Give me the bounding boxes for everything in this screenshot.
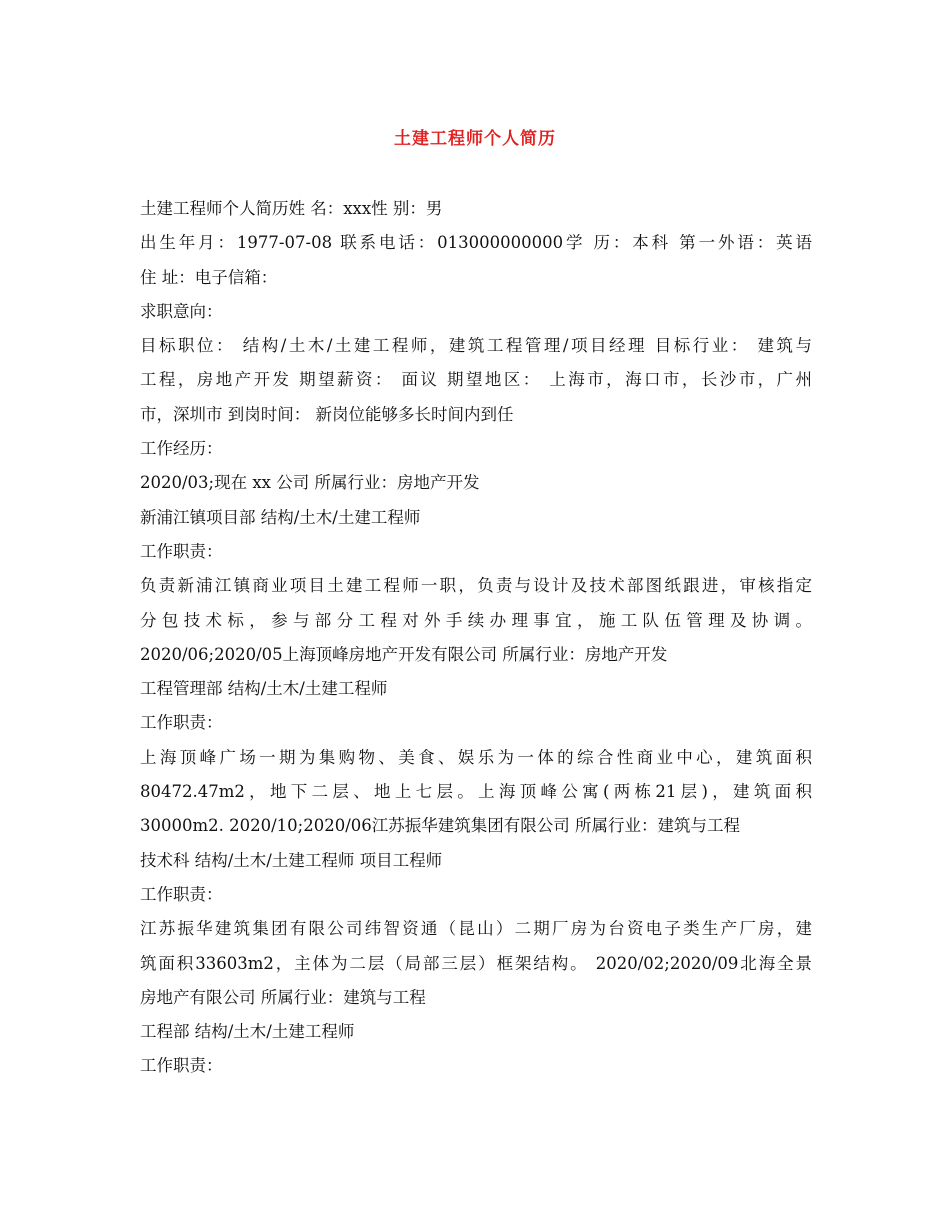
job-4-duties-heading: 工作职责： bbox=[140, 1056, 223, 1076]
job-4-company: 房地产有限公司 所属行业：建筑与工程 bbox=[140, 987, 426, 1007]
job-2-duties-heading: 工作职责： bbox=[140, 713, 223, 733]
job-1-duties-line-1: 负责新浦江镇商业项目土建工程师一职，负责与设计及技术部图纸跟进，审核指定 bbox=[140, 576, 812, 596]
job-2-duties-line-1: 上海顶峰广场一期为集购物、美食、娱乐为一体的综合性商业中心，建筑面积 bbox=[140, 747, 812, 767]
job-1-department: 新浦江镇项目部 结构/土木/土建工程师 bbox=[140, 507, 421, 527]
job-3-department: 技术科 结构/土木/土建工程师 项目工程师 bbox=[140, 850, 443, 870]
job-3-duties-line-2: 筑面积33603m2，主体为二层（局部三层）框架结构。 2020/02;2020/09北海全景 bbox=[140, 953, 812, 973]
job-1-duties-heading: 工作职责： bbox=[140, 541, 223, 561]
document-title: 土建工程师个人简历 bbox=[394, 129, 556, 149]
line-target-position: 目标职位： 结构/土木/土建工程师，建筑工程管理/项目经理 目标行业： 建筑与 bbox=[140, 336, 812, 356]
job-4-department: 工程部 结构/土木/土建工程师 bbox=[140, 1022, 355, 1042]
line-birth-phone-education: 出生年月：1977-07-08 联系电话：013000000000学 历：本科 第一外语：英语 bbox=[140, 233, 812, 253]
line-address-email: 住 址：电子信箱： bbox=[140, 267, 278, 287]
job-1-duties-line-2: 分包技术标，参与部分工程对外手续办理事宜，施工队伍管理及协调。 bbox=[140, 610, 812, 630]
job-2-department: 工程管理部 结构/土木/土建工程师 bbox=[140, 679, 388, 699]
job-2-duties-line-2: 80472.47m2，地下二层、地上七层。上海顶峰公寓(两栋21层)，建筑面积 bbox=[140, 782, 812, 802]
line-target-salary-area: 工程，房地产开发 期望薪资： 面议 期望地区： 上海市，海口市，长沙市，广州 bbox=[140, 370, 812, 390]
job-3-duties-line-1: 江苏振华建筑集团有限公司纬智资通（昆山）二期厂房为台资电子类生产厂房，建 bbox=[140, 919, 812, 939]
job-1-period: 2020/03;现在 xx 公司 所属行业：房地产开发 bbox=[140, 473, 480, 493]
job-3-duties-heading: 工作职责： bbox=[140, 884, 223, 904]
heading-work-experience: 工作经历： bbox=[140, 439, 223, 459]
job-2-period: 2020/06;2020/05上海顶峰房地产开发有限公司 所属行业：房地产开发 bbox=[140, 644, 668, 664]
line-name-gender: 土建工程师个人简历姓 名：xxx性 别：男 bbox=[140, 199, 443, 218]
heading-job-intention: 求职意向： bbox=[140, 301, 223, 321]
document-body bbox=[140, 192, 812, 1084]
job-3-period: 30000m2. 2020/10;2020/06江苏振华建筑集团有限公司 所属行业：建筑与工程 bbox=[140, 816, 741, 836]
line-arrival-time: 市，深圳市 到岗时间： 新岗位能够多长时间内到任 bbox=[140, 404, 514, 424]
